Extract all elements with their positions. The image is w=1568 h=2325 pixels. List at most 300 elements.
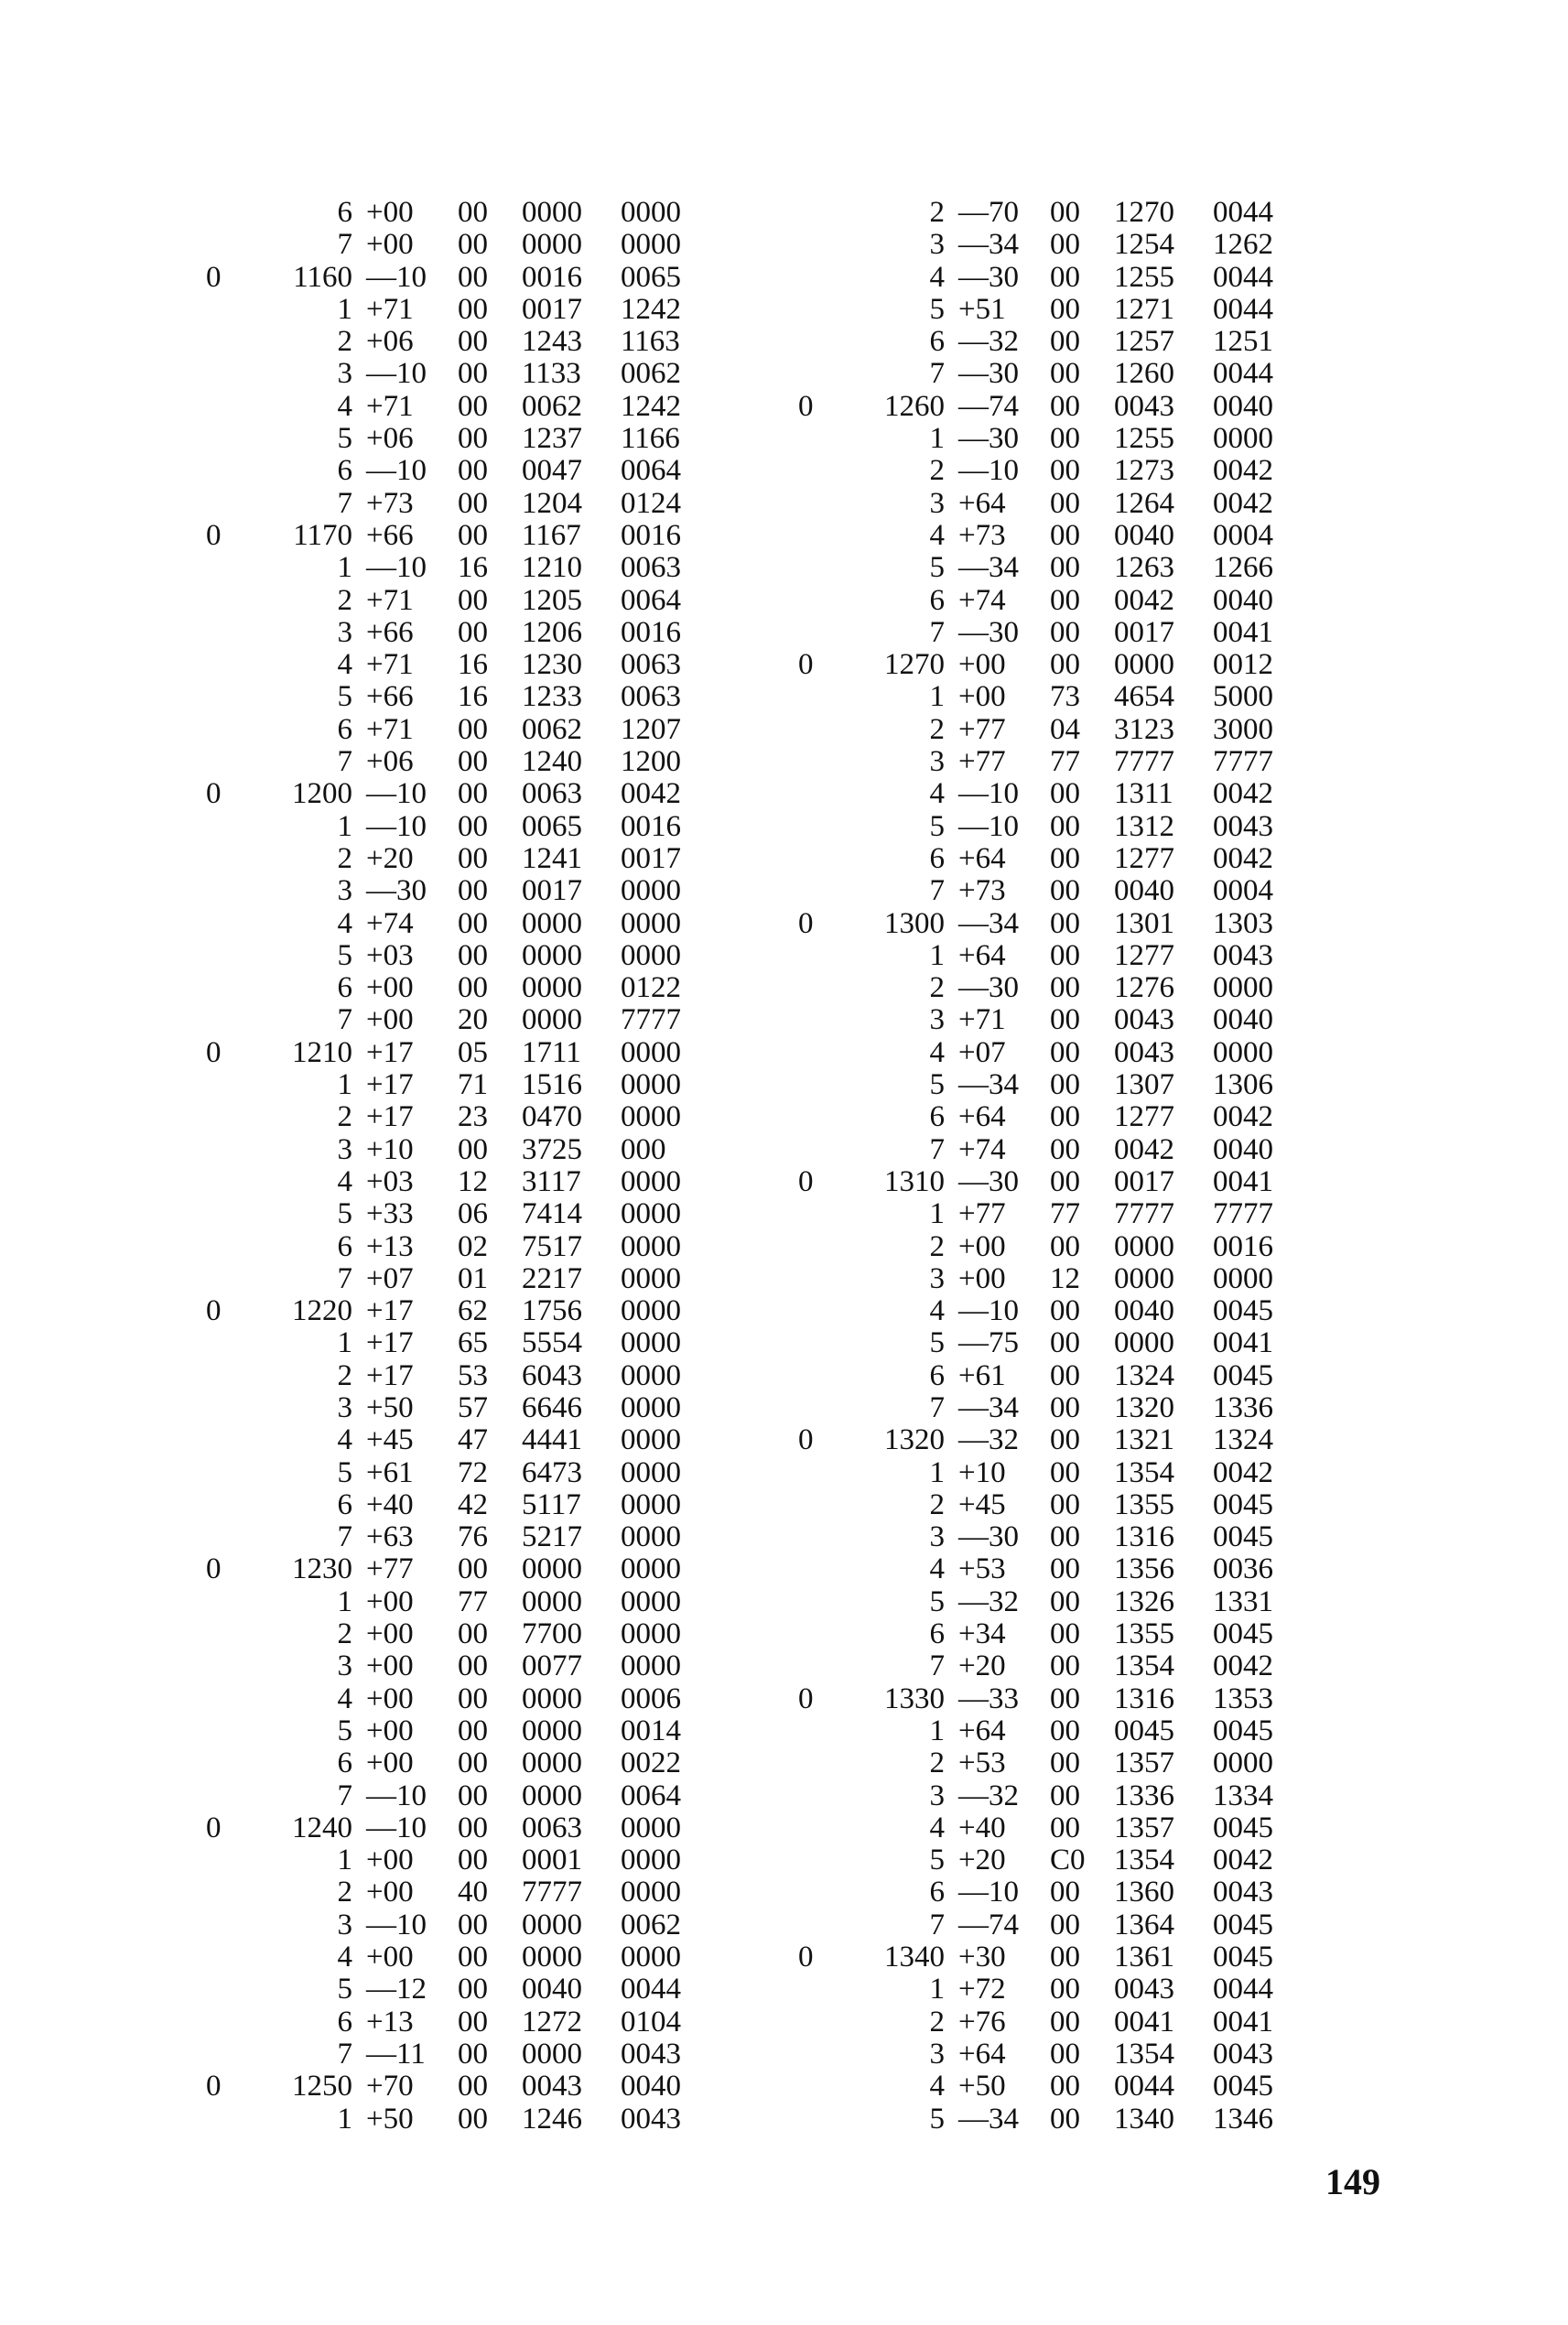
operand-b-cell: 1331 bbox=[1213, 1584, 1273, 1618]
listing-row bbox=[798, 746, 1311, 778]
marker-cell: 0 bbox=[206, 1811, 222, 1844]
modifier-cell: 16 bbox=[458, 680, 488, 714]
listing-row bbox=[798, 552, 1311, 584]
modifier-cell: 00 bbox=[1050, 1520, 1080, 1554]
modifier-cell: 00 bbox=[1050, 841, 1080, 875]
operand-b-cell: 1266 bbox=[1213, 551, 1273, 585]
modifier-cell: 00 bbox=[458, 2070, 488, 2103]
operand-b-cell: 0044 bbox=[1213, 260, 1273, 294]
operand-b-cell: 0062 bbox=[621, 1908, 681, 1941]
address-cell: 1 bbox=[929, 1197, 945, 1231]
operand-a-cell: 1204 bbox=[522, 486, 582, 520]
marker-cell: 0 bbox=[798, 389, 814, 423]
modifier-cell: 00 bbox=[458, 196, 488, 229]
modifier-cell: 00 bbox=[458, 2037, 488, 2071]
address-cell: 7 bbox=[337, 228, 352, 262]
modifier-cell: 00 bbox=[1050, 1973, 1080, 2006]
listing-row bbox=[798, 2071, 1311, 2103]
opcode-cell: +63 bbox=[366, 1520, 414, 1554]
listing-row bbox=[798, 1457, 1311, 1489]
marker-cell: 0 bbox=[798, 1423, 814, 1457]
listing-row bbox=[798, 1327, 1311, 1359]
opcode-cell: +66 bbox=[366, 680, 414, 714]
modifier-cell: 00 bbox=[1050, 1649, 1080, 1683]
operand-a-cell: 1167 bbox=[522, 518, 581, 552]
listing-row bbox=[206, 811, 719, 843]
address-cell: 4 bbox=[337, 648, 352, 682]
operand-a-cell: 0077 bbox=[522, 1649, 582, 1683]
opcode-cell: +17 bbox=[366, 1068, 414, 1102]
opcode-cell: —10 bbox=[366, 809, 427, 843]
modifier-cell: 00 bbox=[1050, 454, 1080, 488]
opcode-cell: +13 bbox=[366, 1229, 414, 1263]
operand-a-cell: 0000 bbox=[522, 1003, 582, 1037]
address-cell: 2 bbox=[337, 1617, 352, 1651]
address-cell: 2 bbox=[337, 583, 352, 617]
modifier-cell: 00 bbox=[458, 486, 488, 520]
address-cell: 3 bbox=[337, 1908, 352, 1941]
address-cell: 6 bbox=[337, 196, 352, 229]
operand-b-cell: 0042 bbox=[1213, 1844, 1273, 1877]
opcode-cell: +73 bbox=[958, 518, 1006, 552]
operand-b-cell: 0045 bbox=[1213, 1358, 1273, 1392]
address-cell: 6 bbox=[929, 1617, 945, 1651]
listing-row bbox=[206, 1586, 719, 1618]
listing-row bbox=[798, 2038, 1311, 2071]
opcode-cell: +20 bbox=[958, 1649, 1006, 1683]
modifier-cell: 06 bbox=[458, 1197, 488, 1231]
address-cell: 5 bbox=[337, 422, 352, 456]
page-number: 149 bbox=[1325, 2161, 1380, 2202]
address-cell: 1 bbox=[929, 938, 945, 972]
operand-b-cell: 0000 bbox=[621, 874, 681, 908]
modifier-cell: 00 bbox=[1050, 1584, 1080, 1618]
operand-b-cell: 0042 bbox=[1213, 486, 1273, 520]
address-cell: 7 bbox=[929, 1908, 945, 1941]
address-cell: 5 bbox=[337, 938, 352, 972]
address-cell: 2 bbox=[929, 1746, 945, 1780]
listing-row bbox=[206, 2038, 719, 2071]
modifier-cell: 00 bbox=[458, 325, 488, 359]
listing-row bbox=[206, 1489, 719, 1521]
address-cell: 5 bbox=[929, 1844, 945, 1877]
marker-cell: 0 bbox=[206, 1552, 222, 1586]
operand-a-cell: 0063 bbox=[522, 1811, 582, 1844]
address-cell: 6 bbox=[337, 1229, 352, 1263]
operand-a-cell: 0000 bbox=[522, 1908, 582, 1941]
operand-a-cell: 0016 bbox=[522, 260, 582, 294]
modifier-cell: 00 bbox=[1050, 2037, 1080, 2071]
modifier-cell: 00 bbox=[458, 615, 488, 649]
address-cell: 1330 bbox=[884, 1682, 945, 1715]
opcode-cell: +30 bbox=[958, 1941, 1006, 1974]
operand-b-cell: 0000 bbox=[621, 1229, 681, 1263]
modifier-cell: 00 bbox=[458, 712, 488, 746]
modifier-cell: 00 bbox=[458, 518, 488, 552]
operand-a-cell: 0042 bbox=[1114, 583, 1174, 617]
address-cell: 7 bbox=[337, 1520, 352, 1554]
operand-a-cell: 0000 bbox=[1114, 1229, 1174, 1263]
operand-b-cell: 0000 bbox=[621, 1423, 681, 1457]
listing-row bbox=[206, 229, 719, 261]
modifier-cell: 00 bbox=[1050, 1326, 1080, 1360]
operand-a-cell: 6043 bbox=[522, 1358, 582, 1392]
opcode-cell: +03 bbox=[366, 1164, 414, 1198]
address-cell: 5 bbox=[929, 1326, 945, 1360]
opcode-cell: —33 bbox=[958, 1682, 1019, 1715]
operand-b-cell: 0000 bbox=[621, 1876, 681, 1909]
operand-b-cell: 0041 bbox=[1213, 1164, 1273, 1198]
operand-b-cell: 1334 bbox=[1213, 1779, 1273, 1812]
listing-row bbox=[206, 488, 719, 520]
operand-a-cell: 1354 bbox=[1114, 1844, 1174, 1877]
operand-a-cell: 0043 bbox=[1114, 1035, 1174, 1069]
operand-a-cell: 2217 bbox=[522, 1261, 582, 1295]
listing-row bbox=[206, 197, 719, 229]
opcode-cell: +50 bbox=[958, 2070, 1006, 2103]
marker-cell: 0 bbox=[798, 906, 814, 940]
operand-b-cell: 1242 bbox=[621, 292, 681, 326]
operand-a-cell: 1241 bbox=[522, 841, 582, 875]
listing-row bbox=[798, 1844, 1311, 1876]
operand-a-cell: 1354 bbox=[1114, 1455, 1174, 1489]
operand-b-cell: 0045 bbox=[1213, 1908, 1273, 1941]
modifier-cell: 00 bbox=[1050, 551, 1080, 585]
opcode-cell: +71 bbox=[366, 712, 414, 746]
operand-a-cell: 0040 bbox=[1114, 1294, 1174, 1328]
opcode-cell: +00 bbox=[366, 196, 414, 229]
operand-a-cell: 1357 bbox=[1114, 1811, 1174, 1844]
operand-b-cell: 0014 bbox=[621, 1714, 681, 1747]
listing-row bbox=[206, 2071, 719, 2103]
operand-a-cell: 5554 bbox=[522, 1326, 582, 1360]
opcode-cell: —30 bbox=[958, 1164, 1019, 1198]
modifier-cell: 40 bbox=[458, 1876, 488, 1909]
modifier-cell: 00 bbox=[458, 1941, 488, 1974]
opcode-cell: +74 bbox=[366, 906, 414, 940]
opcode-cell: +00 bbox=[958, 680, 1006, 714]
operand-a-cell: 1277 bbox=[1114, 841, 1174, 875]
listing-row bbox=[798, 1134, 1311, 1166]
operand-a-cell: 4441 bbox=[522, 1423, 582, 1457]
opcode-cell: —10 bbox=[366, 260, 427, 294]
operand-b-cell: 0000 bbox=[1213, 1035, 1273, 1069]
modifier-cell: 00 bbox=[1050, 1358, 1080, 1392]
operand-a-cell: 1254 bbox=[1114, 228, 1174, 262]
operand-a-cell: 0000 bbox=[522, 2037, 582, 2071]
modifier-cell: 00 bbox=[1050, 1390, 1080, 1424]
listing-row bbox=[206, 1521, 719, 1553]
listing-row bbox=[206, 552, 719, 584]
address-cell: 3 bbox=[337, 1649, 352, 1683]
address-cell: 1270 bbox=[884, 648, 945, 682]
operand-b-cell: 0042 bbox=[621, 777, 681, 811]
modifier-cell: 57 bbox=[458, 1390, 488, 1424]
listing-row bbox=[798, 1004, 1311, 1036]
opcode-cell: +76 bbox=[958, 2005, 1006, 2038]
operand-a-cell: 0000 bbox=[522, 971, 582, 1005]
listing-row bbox=[206, 617, 719, 649]
operand-b-cell: 0104 bbox=[621, 2005, 681, 2038]
operand-a-cell: 0065 bbox=[522, 809, 582, 843]
operand-b-cell: 0063 bbox=[621, 680, 681, 714]
operand-a-cell: 7414 bbox=[522, 1197, 582, 1231]
address-cell: 3 bbox=[337, 874, 352, 908]
operand-b-cell: 0062 bbox=[621, 357, 681, 391]
operand-a-cell: 7777 bbox=[1114, 1197, 1174, 1231]
operand-b-cell: 1324 bbox=[1213, 1423, 1273, 1457]
opcode-cell: —70 bbox=[958, 196, 1019, 229]
opcode-cell: —34 bbox=[958, 1390, 1019, 1424]
operand-b-cell: 0000 bbox=[1213, 971, 1273, 1005]
operand-a-cell: 1321 bbox=[1114, 1423, 1174, 1457]
modifier-cell: 05 bbox=[458, 1035, 488, 1069]
listing-row bbox=[798, 1198, 1311, 1230]
marker-cell: 0 bbox=[206, 2070, 222, 2103]
modifier-cell: 00 bbox=[1050, 777, 1080, 811]
operand-b-cell: 1353 bbox=[1213, 1682, 1273, 1715]
modifier-cell: 00 bbox=[1050, 228, 1080, 262]
operand-a-cell: 0043 bbox=[522, 2070, 582, 2103]
opcode-cell: +00 bbox=[366, 971, 414, 1005]
operand-b-cell: 0044 bbox=[1213, 1973, 1273, 2006]
operand-b-cell: 0043 bbox=[1213, 1876, 1273, 1909]
address-cell: 1 bbox=[337, 292, 352, 326]
listing-row bbox=[206, 1263, 719, 1295]
operand-a-cell: 1756 bbox=[522, 1294, 582, 1328]
modifier-cell: 00 bbox=[458, 1779, 488, 1812]
operand-b-cell: 0040 bbox=[1213, 1132, 1273, 1166]
modifier-cell: 00 bbox=[458, 809, 488, 843]
left-listing-column bbox=[206, 197, 719, 2136]
modifier-cell: 02 bbox=[458, 1229, 488, 1263]
listing-row bbox=[798, 391, 1311, 423]
opcode-cell: +64 bbox=[958, 486, 1006, 520]
listing-row bbox=[798, 1069, 1311, 1101]
listing-row bbox=[798, 1360, 1311, 1392]
opcode-cell: +33 bbox=[366, 1197, 414, 1231]
operand-a-cell: 1336 bbox=[1114, 1779, 1174, 1812]
modifier-cell: 00 bbox=[458, 777, 488, 811]
operand-a-cell: 0000 bbox=[522, 1779, 582, 1812]
address-cell: 3 bbox=[929, 2037, 945, 2071]
listing-row bbox=[798, 1683, 1311, 1715]
opcode-cell: +00 bbox=[958, 1261, 1006, 1295]
marker-cell: 0 bbox=[798, 1682, 814, 1715]
operand-a-cell: 1270 bbox=[1114, 196, 1174, 229]
opcode-cell: +77 bbox=[958, 745, 1006, 779]
operand-a-cell: 0000 bbox=[522, 1714, 582, 1747]
modifier-cell: 16 bbox=[458, 648, 488, 682]
address-cell: 3 bbox=[929, 228, 945, 262]
opcode-cell: —30 bbox=[958, 357, 1019, 391]
opcode-cell: +17 bbox=[366, 1100, 414, 1134]
address-cell: 4 bbox=[337, 1164, 352, 1198]
operand-a-cell: 0000 bbox=[522, 1746, 582, 1780]
address-cell: 5 bbox=[929, 551, 945, 585]
listing-row bbox=[798, 423, 1311, 455]
address-cell: 6 bbox=[929, 1100, 945, 1134]
operand-b-cell: 0000 bbox=[621, 1261, 681, 1295]
address-cell: 1170 bbox=[293, 518, 352, 552]
modifier-cell: 77 bbox=[1050, 1197, 1080, 1231]
opcode-cell: +45 bbox=[958, 1487, 1006, 1521]
operand-a-cell: 1316 bbox=[1114, 1682, 1174, 1715]
listing-row bbox=[206, 1037, 719, 1069]
address-cell: 4 bbox=[929, 260, 945, 294]
opcode-cell: —32 bbox=[958, 1584, 1019, 1618]
operand-a-cell: 0000 bbox=[522, 228, 582, 262]
opcode-cell: —30 bbox=[958, 422, 1019, 456]
address-cell: 1160 bbox=[293, 260, 352, 294]
operand-a-cell: 0063 bbox=[522, 777, 582, 811]
address-cell: 7 bbox=[929, 1390, 945, 1424]
operand-b-cell: 1336 bbox=[1213, 1390, 1273, 1424]
operand-a-cell: 3117 bbox=[522, 1164, 581, 1198]
listing-row bbox=[206, 1295, 719, 1327]
listing-row bbox=[206, 455, 719, 487]
operand-b-cell: 0004 bbox=[1213, 874, 1273, 908]
operand-b-cell: 0040 bbox=[1213, 389, 1273, 423]
operand-a-cell: 7777 bbox=[1114, 745, 1174, 779]
modifier-cell: 00 bbox=[1050, 1294, 1080, 1328]
opcode-cell: +50 bbox=[366, 2102, 414, 2136]
listing-row bbox=[206, 1618, 719, 1650]
operand-b-cell: 0000 bbox=[621, 1811, 681, 1844]
opcode-cell: +00 bbox=[958, 648, 1006, 682]
operand-a-cell: 1360 bbox=[1114, 1876, 1174, 1909]
operand-b-cell: 0042 bbox=[1213, 1649, 1273, 1683]
modifier-cell: 00 bbox=[1050, 1132, 1080, 1166]
modifier-cell: 00 bbox=[1050, 1682, 1080, 1715]
modifier-cell: 00 bbox=[1050, 1779, 1080, 1812]
operand-b-cell: 0065 bbox=[621, 260, 681, 294]
modifier-cell: 00 bbox=[1050, 874, 1080, 908]
right-listing-column bbox=[798, 197, 1311, 2136]
modifier-cell: 00 bbox=[1050, 1552, 1080, 1586]
address-cell: 1230 bbox=[292, 1552, 352, 1586]
opcode-cell: —10 bbox=[958, 454, 1019, 488]
opcode-cell: —30 bbox=[958, 260, 1019, 294]
listing-row bbox=[206, 746, 719, 778]
address-cell: 2 bbox=[337, 325, 352, 359]
opcode-cell: +40 bbox=[958, 1811, 1006, 1844]
address-cell: 3 bbox=[337, 615, 352, 649]
operand-a-cell: 0045 bbox=[1114, 1714, 1174, 1747]
listing-row bbox=[798, 1166, 1311, 1198]
address-cell: 1 bbox=[929, 680, 945, 714]
address-cell: 5 bbox=[929, 1584, 945, 1618]
opcode-cell: +77 bbox=[366, 1552, 414, 1586]
operand-a-cell: 0040 bbox=[522, 1973, 582, 2006]
modifier-cell: 47 bbox=[458, 1423, 488, 1457]
marker-cell: 0 bbox=[206, 777, 222, 811]
opcode-cell: +13 bbox=[366, 2005, 414, 2038]
operand-b-cell: 0000 bbox=[621, 1390, 681, 1424]
modifier-cell: 00 bbox=[458, 1973, 488, 2006]
modifier-cell: 00 bbox=[1050, 486, 1080, 520]
operand-a-cell: 6473 bbox=[522, 1455, 582, 1489]
address-cell: 6 bbox=[929, 1358, 945, 1392]
opcode-cell: +71 bbox=[366, 292, 414, 326]
address-cell: 7 bbox=[337, 1261, 352, 1295]
modifier-cell: 62 bbox=[458, 1294, 488, 1328]
operand-a-cell: 0000 bbox=[522, 1552, 582, 1586]
opcode-cell: —30 bbox=[366, 874, 427, 908]
opcode-cell: +73 bbox=[958, 874, 1006, 908]
listing-row bbox=[798, 197, 1311, 229]
listing-row bbox=[206, 585, 719, 617]
marker-cell: 0 bbox=[798, 648, 814, 682]
address-cell: 5 bbox=[337, 1197, 352, 1231]
opcode-cell: +00 bbox=[366, 1746, 414, 1780]
opcode-cell: +71 bbox=[366, 389, 414, 423]
listing-row bbox=[798, 1553, 1311, 1585]
listing-row bbox=[206, 326, 719, 358]
listing-row bbox=[206, 262, 719, 294]
listing-row bbox=[798, 229, 1311, 261]
address-cell: 2 bbox=[929, 196, 945, 229]
operand-a-cell: 1355 bbox=[1114, 1487, 1174, 1521]
operand-a-cell: 1260 bbox=[1114, 357, 1174, 391]
operand-b-cell: 1242 bbox=[621, 389, 681, 423]
modifier-cell: 00 bbox=[1050, 2070, 1080, 2103]
address-cell: 5 bbox=[929, 292, 945, 326]
modifier-cell: 00 bbox=[458, 745, 488, 779]
listing-row bbox=[206, 1812, 719, 1844]
opcode-cell: +71 bbox=[958, 1003, 1006, 1037]
opcode-cell: —30 bbox=[958, 615, 1019, 649]
listing-row bbox=[798, 326, 1311, 358]
listing-row bbox=[206, 423, 719, 455]
opcode-cell: +17 bbox=[366, 1035, 414, 1069]
listing-row bbox=[206, 1747, 719, 1779]
address-cell: 2 bbox=[337, 841, 352, 875]
marker-cell: 0 bbox=[206, 260, 222, 294]
operand-a-cell: 1355 bbox=[1114, 1617, 1174, 1651]
marker-cell: 0 bbox=[798, 1941, 814, 1974]
opcode-cell: +10 bbox=[958, 1455, 1006, 1489]
modifier-cell: 00 bbox=[1050, 260, 1080, 294]
modifier-cell: 00 bbox=[458, 938, 488, 972]
operand-a-cell: 7777 bbox=[522, 1876, 582, 1909]
operand-a-cell: 0470 bbox=[522, 1100, 582, 1134]
modifier-cell: 42 bbox=[458, 1487, 488, 1521]
operand-b-cell: 0042 bbox=[1213, 1100, 1273, 1134]
modifier-cell: 01 bbox=[458, 1261, 488, 1295]
listing-row bbox=[798, 1101, 1311, 1133]
opcode-cell: +64 bbox=[958, 2037, 1006, 2071]
modifier-cell: 00 bbox=[1050, 1035, 1080, 1069]
operand-b-cell: 0041 bbox=[1213, 1326, 1273, 1360]
operand-b-cell: 0040 bbox=[1213, 583, 1273, 617]
listing-row bbox=[206, 908, 719, 940]
operand-a-cell: 1324 bbox=[1114, 1358, 1174, 1392]
opcode-cell: —10 bbox=[366, 777, 427, 811]
address-cell: 7 bbox=[929, 874, 945, 908]
address-cell: 3 bbox=[929, 1520, 945, 1554]
operand-a-cell: 1320 bbox=[1114, 1390, 1174, 1424]
address-cell: 2 bbox=[929, 1487, 945, 1521]
address-cell: 4 bbox=[929, 2070, 945, 2103]
operand-b-cell: 0000 bbox=[621, 1455, 681, 1489]
address-cell: 5 bbox=[337, 1973, 352, 2006]
address-cell: 4 bbox=[929, 777, 945, 811]
modifier-cell: 00 bbox=[458, 841, 488, 875]
opcode-cell: +07 bbox=[958, 1035, 1006, 1069]
operand-a-cell: 0000 bbox=[522, 196, 582, 229]
address-cell: 1 bbox=[929, 1973, 945, 2006]
